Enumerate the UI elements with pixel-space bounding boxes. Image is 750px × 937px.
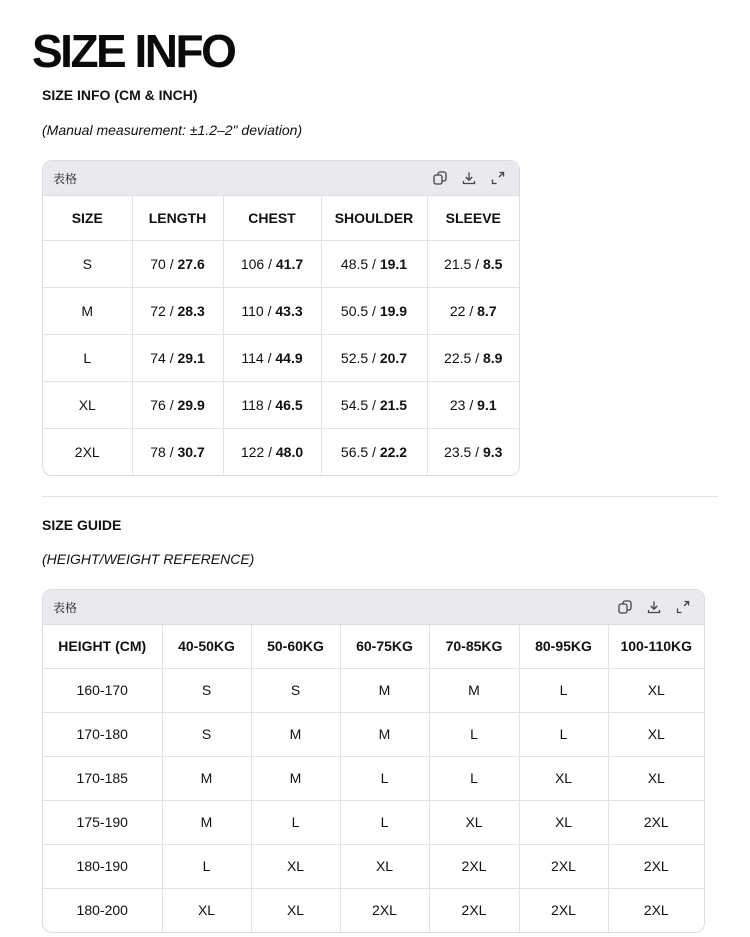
sleeve-cell: 22 / 8.7 [427, 287, 519, 334]
size-cell: M [162, 800, 251, 844]
column-header: 100-110KG [608, 625, 704, 668]
size-cell: XL [251, 844, 340, 888]
inch-value: 44.9 [275, 349, 303, 366]
size-cell: M [251, 756, 340, 800]
size-cell: L [519, 668, 608, 712]
cm-value: 22.5 [444, 349, 472, 366]
sleeve-cell: 21.5 / 8.5 [427, 240, 519, 287]
cm-value: 48.5 [340, 255, 369, 272]
page-title: SIZE INFO [32, 25, 235, 77]
shoulder-cell: 54.5 / 21.5 [321, 381, 427, 428]
expand-icon[interactable] [489, 169, 507, 187]
table-row [43, 381, 519, 428]
size-cell: S [251, 668, 340, 712]
inch-value: 19.1 [379, 255, 408, 272]
height-cell: 170-180 [43, 712, 162, 756]
cm-value: 23 [449, 396, 466, 413]
size-cell: XL [43, 381, 132, 428]
column-header: HEIGHT (CM) [43, 625, 162, 668]
size-cell: L [429, 712, 519, 756]
inch-value: 46.5 [275, 396, 303, 413]
column-header: 40-50KG [162, 625, 251, 668]
length-cell: 78 / 30.7 [132, 428, 223, 475]
chest-cell: 118 / 46.5 [223, 381, 321, 428]
inch-value: 9.3 [482, 443, 503, 460]
shoulder-cell: 52.5 / 20.7 [321, 334, 427, 381]
cm-value: 106 [240, 255, 265, 272]
table-toolbar-label: 表格 [53, 171, 78, 186]
inch-value: 29.9 [177, 396, 205, 413]
size-cell: M [340, 712, 429, 756]
cm-value: 72 [150, 302, 166, 319]
column-header: SIZE [43, 196, 132, 240]
inch-value: 22.2 [379, 443, 408, 460]
size-guide-heading: SIZE GUIDE [42, 517, 122, 533]
shoulder-cell: 48.5 / 19.1 [321, 240, 427, 287]
chest-cell: 114 / 44.9 [223, 334, 321, 381]
chest-cell: 106 / 41.7 [223, 240, 321, 287]
copy-icon[interactable] [616, 598, 634, 616]
table-row [43, 800, 704, 844]
size-info-heading-prefix: SIZE INFO (CM & [42, 87, 159, 103]
sleeve-cell: 23.5 / 9.3 [444, 443, 503, 460]
cm-value: 78 [150, 443, 166, 460]
size-cell: L [519, 712, 608, 756]
height-cell: 160-170 [43, 668, 162, 712]
cm-value: 118 [241, 396, 264, 413]
inch-value: 27.6 [177, 255, 205, 272]
length-cell: 76 / 29.9 [132, 381, 223, 428]
cm-value: 56.5 [340, 443, 369, 460]
inch-value: 8.9 [482, 349, 503, 366]
inch-value: 30.7 [177, 443, 205, 460]
height-cell: 175-190 [43, 800, 162, 844]
size-cell: S [162, 668, 251, 712]
inch-value: 9.1 [477, 396, 497, 413]
cm-value: 23.5 [444, 443, 472, 460]
column-header: 70-85KG [429, 625, 519, 668]
size-guide-table-card [42, 589, 705, 933]
size-cell: XL [162, 888, 251, 932]
size-info-heading-strong: INCH [158, 87, 193, 103]
size-info-table-toolbar [43, 161, 519, 196]
expand-icon[interactable] [674, 598, 692, 616]
size-cell: L [429, 756, 519, 800]
size-cell: XL [519, 800, 608, 844]
chest-cell: 122 / 48.0 [223, 428, 321, 475]
inch-value: 29.1 [177, 349, 205, 366]
table-toolbar-label: 表格 [53, 600, 78, 615]
size-cell: S [162, 712, 251, 756]
inch-value: 28.3 [177, 302, 205, 319]
table-row [43, 756, 704, 800]
cm-value: 52.5 [340, 349, 369, 366]
size-info-heading-suffix: ) [192, 87, 198, 103]
cm-value: 50.5 [340, 302, 369, 319]
size-cell: 2XL [519, 844, 608, 888]
size-cell: L [340, 756, 429, 800]
download-icon[interactable] [460, 169, 478, 187]
column-header: LENGTH [132, 196, 223, 240]
size-cell: 2XL [519, 888, 608, 932]
size-info-table-card [42, 160, 520, 476]
height-cell: 170-185 [43, 756, 162, 800]
table-row [43, 844, 704, 888]
column-header: SHOULDER [321, 196, 427, 240]
size-info-heading [42, 87, 198, 103]
inch-value: 19.9 [379, 302, 408, 319]
shoulder-cell: 50.5 / 19.9 [321, 287, 427, 334]
table-row [43, 712, 704, 756]
column-header: 60-75KG [340, 625, 429, 668]
size-cell: XL [608, 668, 704, 712]
length-cell: 74 / 29.1 [132, 334, 223, 381]
size-cell: XL [429, 800, 519, 844]
size-cell: M [340, 668, 429, 712]
size-cell: 2XL [643, 902, 669, 919]
sleeve-cell: 23 / 9.1 [427, 381, 519, 428]
size-cell: XL [608, 712, 704, 756]
cm-value: 110 [241, 302, 264, 319]
table-row [43, 334, 519, 381]
inch-value: 20.7 [379, 349, 408, 366]
cm-value: 76 [150, 396, 166, 413]
size-cell: L [340, 800, 429, 844]
copy-icon[interactable] [431, 169, 449, 187]
inch-value: 48.0 [275, 443, 304, 460]
size-cell: M [162, 756, 251, 800]
height-cell: 180-200 [43, 888, 162, 932]
table-row [43, 240, 519, 287]
size-info-table [43, 196, 519, 475]
size-cell: 2XL [608, 844, 704, 888]
size-info-note: (Manual measurement: ±1.2–2" deviation) [42, 122, 303, 138]
cm-value: 122 [240, 443, 265, 460]
column-header: 80-95KG [519, 625, 608, 668]
cm-value: 70 [150, 255, 166, 272]
inch-value: 41.7 [275, 255, 304, 272]
cm-value: 21.5 [444, 255, 472, 272]
inch-value: 21.5 [379, 396, 408, 413]
section-divider [42, 496, 718, 497]
size-cell: 2XL [340, 888, 429, 932]
size-guide-note: (HEIGHT/WEIGHT REFERENCE) [42, 551, 255, 567]
inch-value: 8.5 [482, 255, 503, 272]
table-row [43, 668, 704, 712]
size-cell: 2XL [429, 844, 519, 888]
size-cell: XL [251, 888, 340, 932]
size-cell: 2XL [43, 428, 132, 475]
column-header: 50-60KG [251, 625, 340, 668]
inch-value: 43.3 [275, 302, 303, 319]
size-cell: S [43, 240, 132, 287]
column-header: CHEST [223, 196, 321, 240]
table-row [43, 888, 704, 932]
size-guide-table-toolbar [43, 590, 704, 625]
cm-value: 54.5 [340, 396, 369, 413]
length-cell: 70 / 27.6 [132, 240, 223, 287]
cm-value: 114 [241, 349, 264, 366]
cm-value: 22 [449, 302, 466, 319]
size-cell: M [429, 668, 519, 712]
cm-value: 74 [150, 349, 166, 366]
height-cell: 180-190 [43, 844, 162, 888]
table-row [43, 428, 519, 475]
sleeve-cell: 22.5 / 8.9 [427, 334, 519, 381]
size-guide-table [43, 625, 704, 932]
size-cell: L [162, 844, 251, 888]
size-cell: 2XL [429, 888, 519, 932]
download-icon[interactable] [645, 598, 663, 616]
length-cell: 72 / 28.3 [132, 287, 223, 334]
size-cell: M [251, 712, 340, 756]
shoulder-cell: 56.5 / 22.2 [321, 428, 427, 475]
table-row [43, 287, 519, 334]
size-cell: 2XL [608, 800, 704, 844]
size-cell: L [43, 334, 132, 381]
size-cell: L [251, 800, 340, 844]
size-cell: XL [340, 844, 429, 888]
size-cell: XL [519, 756, 608, 800]
column-header: SLEEVE [427, 196, 519, 240]
size-cell: XL [608, 756, 704, 800]
inch-value: 8.7 [477, 302, 497, 319]
chest-cell: 110 / 43.3 [223, 287, 321, 334]
size-cell: M [43, 287, 132, 334]
